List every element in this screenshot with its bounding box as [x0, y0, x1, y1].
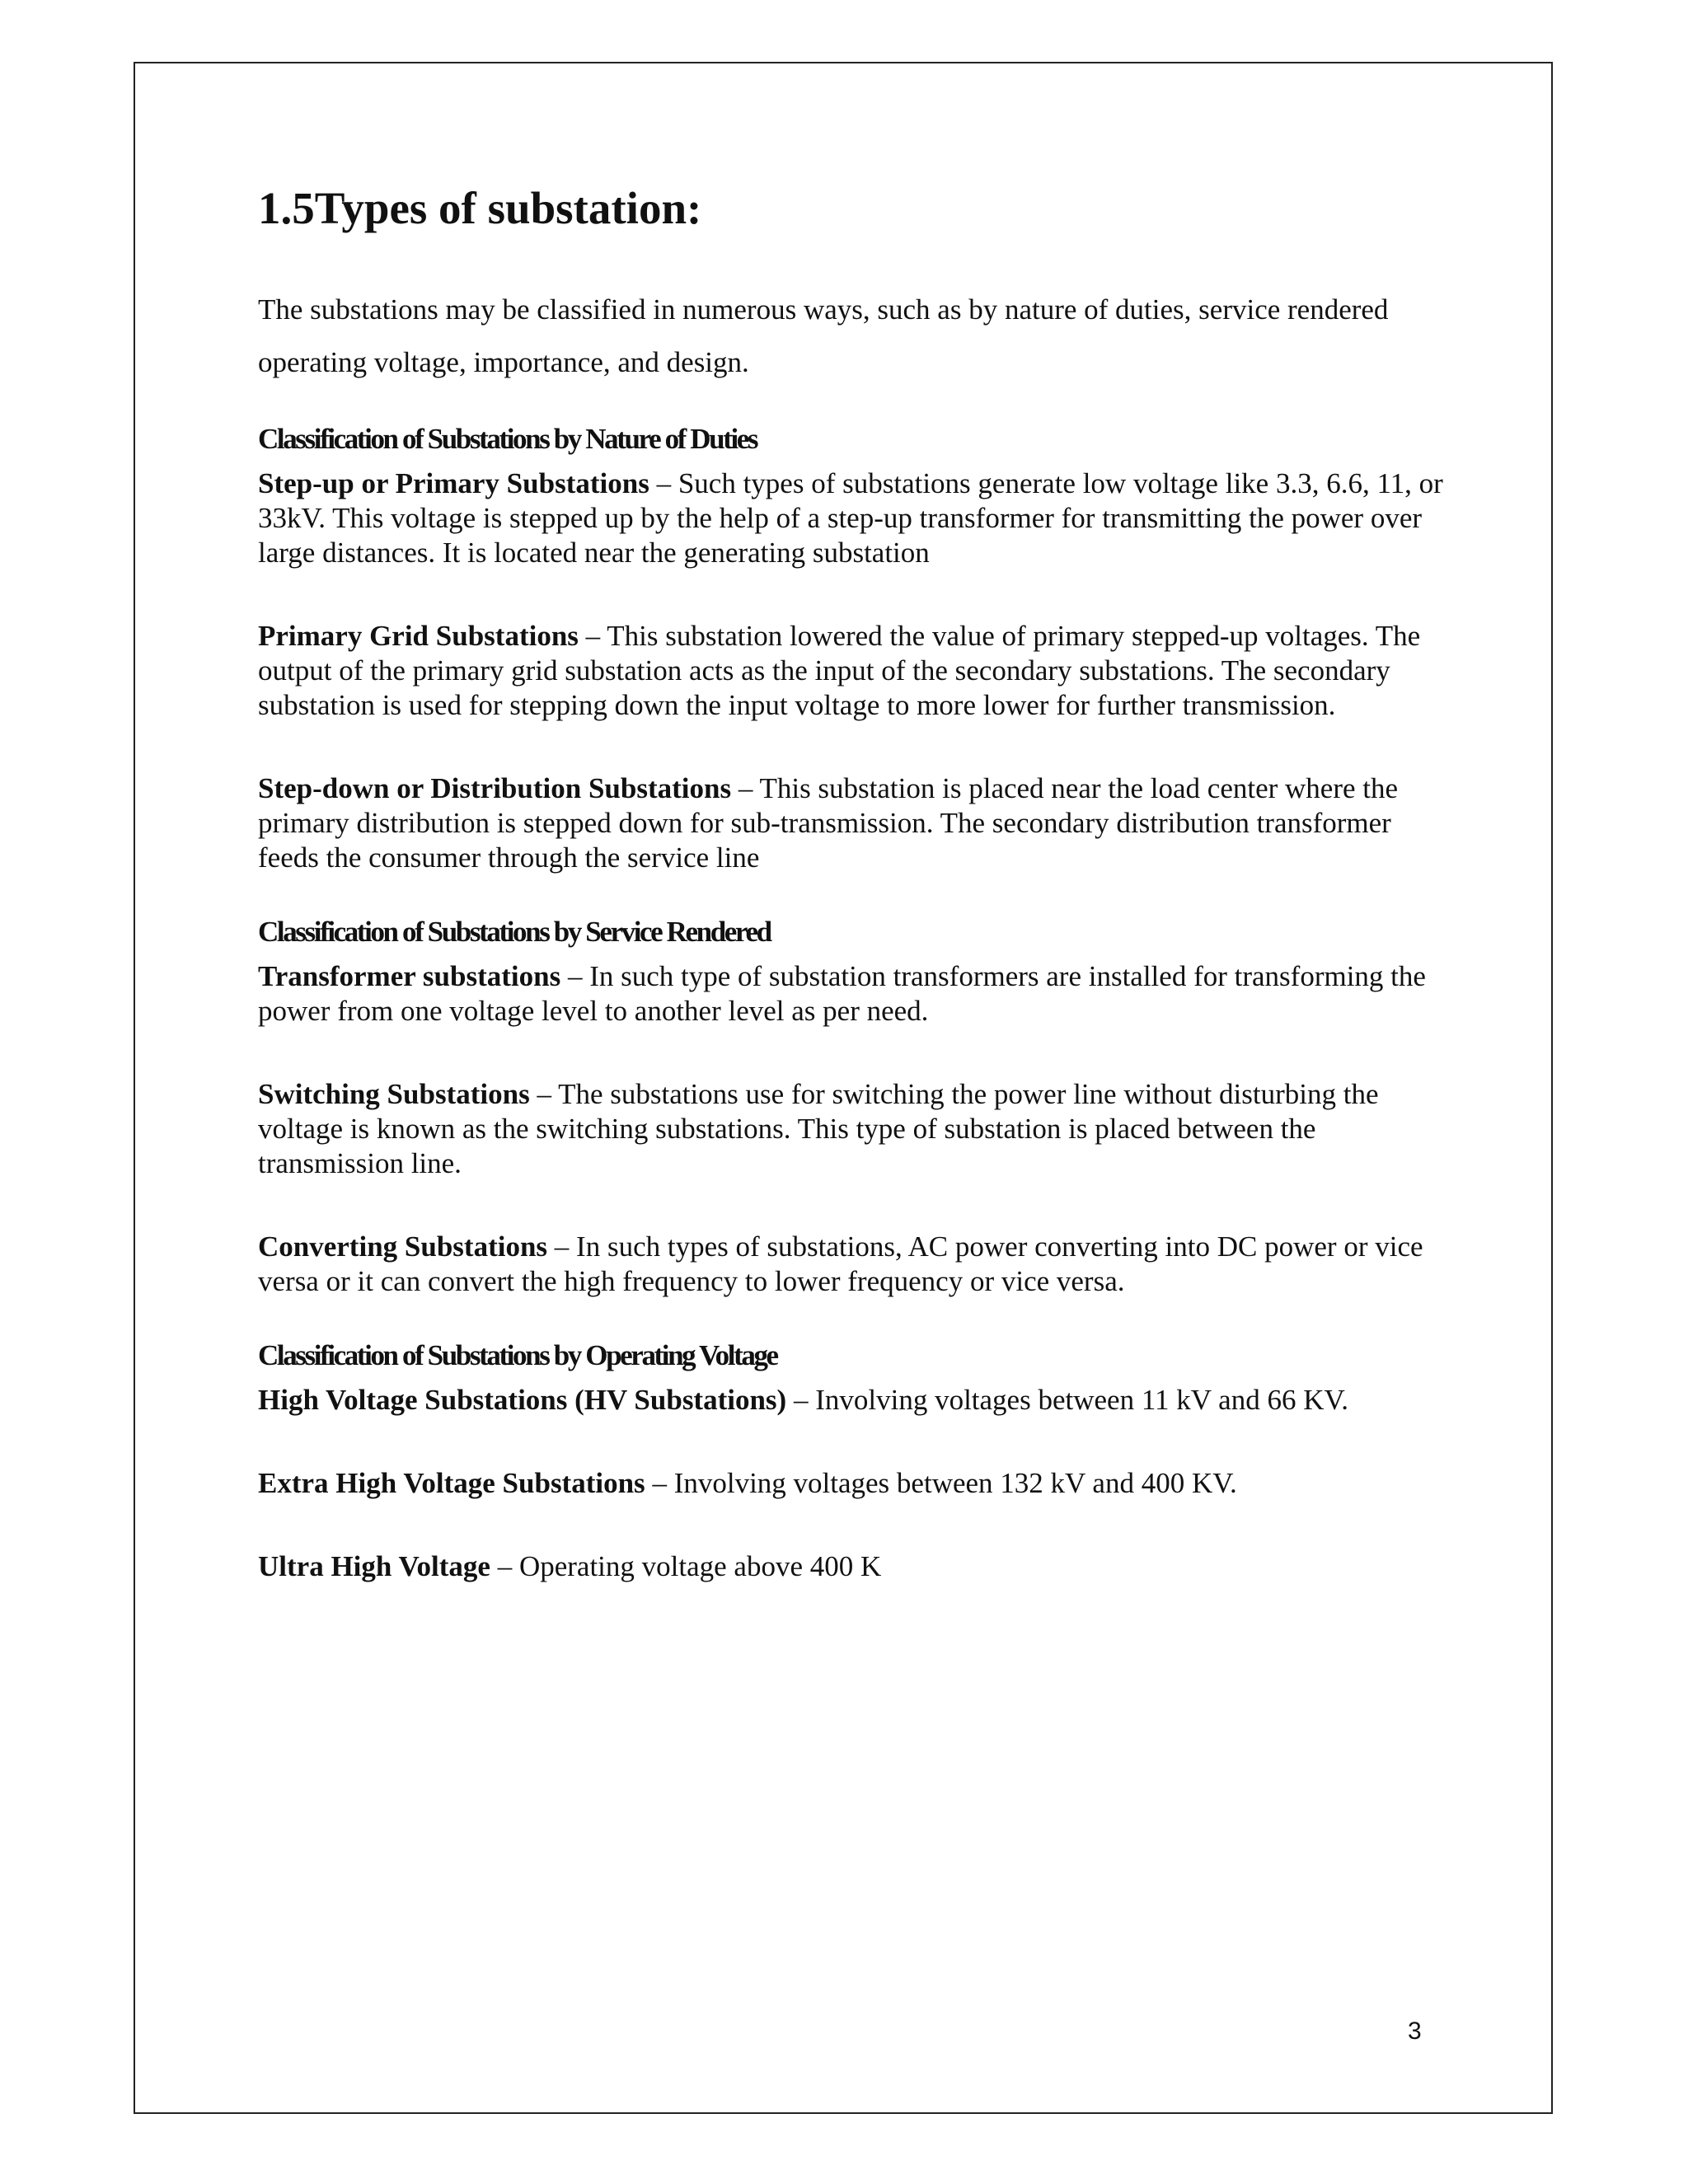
item-ultra-high-voltage — [258, 1549, 1445, 1584]
item-text: – This substation is placed near the load center where the primary distribution is stepped down for sub-transmission. The secondary distribution transformer feeds the consumer through the service line — [258, 772, 1399, 874]
item-text: – In such types of substations, AC power converting into DC power or vice versa or it can convert the high frequency to lower frequency or vice versa. — [258, 1230, 1423, 1297]
page-number: 3 — [1408, 2018, 1422, 2045]
item-step-up-primary — [258, 466, 1445, 570]
item-term: Ultra High Voltage — [258, 1550, 490, 1582]
item-term: Transformer substations — [258, 960, 561, 992]
section-nature-of-duties — [258, 422, 1445, 875]
document-content — [258, 181, 1445, 1633]
section-operating-voltage — [258, 1338, 1445, 1584]
item-extra-high-voltage — [258, 1466, 1445, 1501]
item-text: – The substations use for switching the power line without disturbing the voltage is known as the switching substations. This type of substation is placed between the transmission line. — [258, 1078, 1379, 1179]
item-high-voltage — [258, 1383, 1445, 1418]
item-text: – In such type of substation transformers are installed for transforming the power from one voltage level to another level as per need. — [258, 960, 1426, 1027]
item-primary-grid — [258, 619, 1445, 723]
section-service-rendered — [258, 915, 1445, 1299]
section-heading: Classification of Substations by Nature of Duties — [258, 423, 757, 455]
item-switching-substations — [258, 1077, 1445, 1181]
item-text: – Such types of substations generate low voltage like 3.3, 6.6, 11, or 33kV. This voltage is stepped up by the help of a step-up transformer for transmitting the power over large distances. It is located near the generating substation — [258, 467, 1443, 569]
section-heading: Classification of Substations by Service Rendered — [258, 916, 771, 948]
section-heading: Classification of Substations by Operating Voltage — [258, 1339, 777, 1371]
item-term: Converting Substations — [258, 1230, 548, 1263]
item-term: High Voltage Substations (HV Substations) — [258, 1384, 787, 1416]
item-text: – Involving voltages between 11 kV and 66 KV. — [786, 1384, 1348, 1416]
item-term: Extra High Voltage Substations — [258, 1467, 645, 1499]
page-title: 1.5Types of substation: — [258, 183, 702, 233]
item-step-down-distribution — [258, 771, 1445, 875]
item-text: – Involving voltages between 132 kV and 400 KV. — [645, 1467, 1237, 1499]
item-term: Primary Grid Substations — [258, 620, 579, 652]
item-term: Switching Substations — [258, 1078, 530, 1110]
intro-paragraph: The substations may be classified in numerous ways, such as by nature of duties, service rendered operating voltage, importance, and design. — [258, 293, 1389, 378]
item-text: – This substation lowered the value of primary stepped-up voltages. The output of the primary grid substation acts as the input of the secondary substations. The secondary substation is used for stepping down the input voltage to more lower for further transmission. — [258, 620, 1421, 721]
item-text: – Operating voltage above 400 K — [490, 1550, 882, 1582]
item-transformer-substations — [258, 959, 1445, 1029]
item-converting-substations — [258, 1230, 1445, 1299]
item-term: Step-up or Primary Substations — [258, 467, 649, 499]
item-term: Step-down or Distribution Substations — [258, 772, 732, 804]
